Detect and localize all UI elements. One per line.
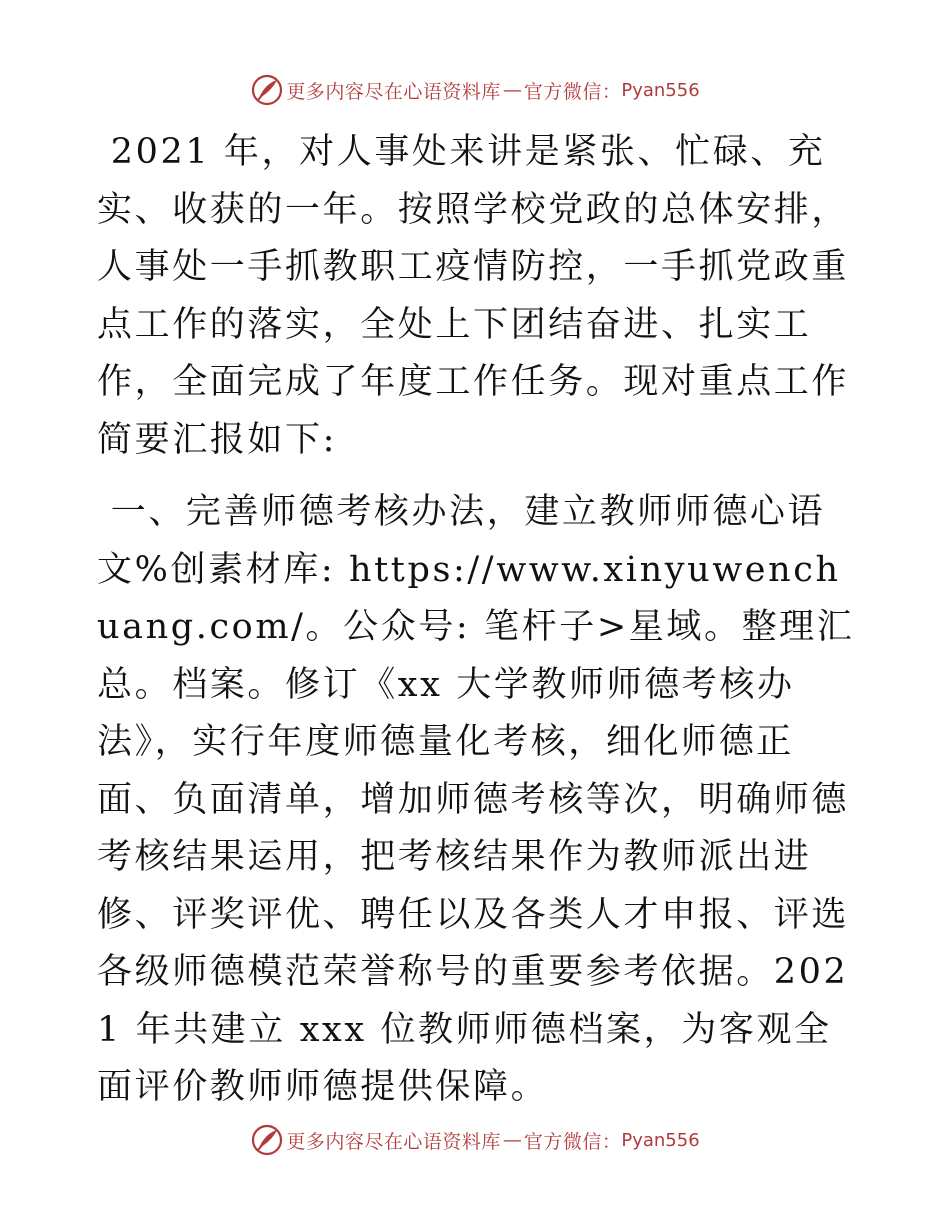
wechat-id: Pyan556 [621,79,700,101]
wechat-label: 官方微信： [523,1130,622,1153]
banner-text: 更多内容尽在心语资料库 [286,80,501,103]
banner-text: 更多内容尽在心语资料库 [286,1130,501,1153]
header-banner [0,70,950,110]
paragraph-section-one: 一、完善师德考核办法，建立教师师德心语文%创素材库: https://www.xinyuwenchuang.com/。公众号: 笔杆子>星域。整理汇总。档案。修订《xx 大学教师师德考核办法》，实行年度师德量化考核，细化师德正面、负面清单，增加师德考核等次，明确师德考核结果运用，把考核结果作为教师派出进修、评奖评优、聘任以及各类人才申报、评选各级师德模范荣誉称号的重要参考依据。2021 年共建立 xxx 位教师师德档案，为客观全面评价教师师德提供保障。 [97,492,855,1107]
wechat-label: 官方微信： [523,80,622,103]
quill-pen-logo-icon [250,1123,284,1157]
footer-banner [0,1120,950,1160]
document-body [97,124,857,1117]
quill-pen-logo-icon [250,73,284,107]
paragraph-intro: 2021 年，对人事处来讲是紧张、忙碌、充实、收获的一年。按照学校党政的总体安排，人事处一手抓教职工疫情防控，一手抓党政重点工作的落实，全处上下团结奋进、扎实工作，全面完成了年度工作任务。现对重点工作简要汇报如下: [97,132,850,460]
banner-separator: — [502,79,522,101]
banner-separator: — [502,1129,522,1151]
wechat-id: Pyan556 [621,1129,700,1151]
